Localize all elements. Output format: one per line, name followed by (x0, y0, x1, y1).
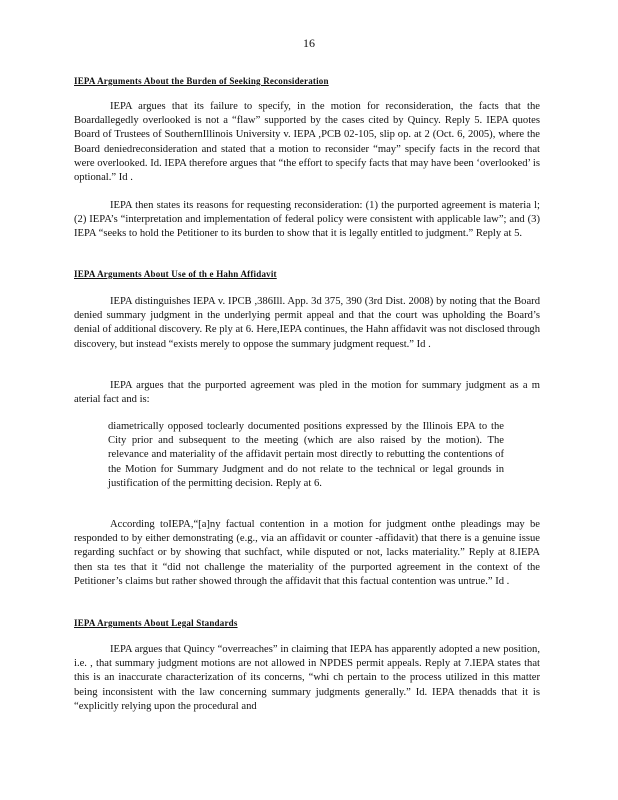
paragraph: IEPA argues that Quincy “overreaches” in claiming that IEPA has apparently adopted a new position, i.e. , that summary judgment motions are not allowed in NPDES permit appeals. Reply at 7.IEPA states that this is an inaccurate characterization of its concerns, “whi ch pertain to the process utilized in this matter being inconsistent with the law concerning summary judgments generally.” Id. IEPA thenadds that it is “explicitly relying upon the procedural and (74, 644, 540, 712)
paragraph: IEPA distinguishes IEPA v. IPCB ,386Ill. App. 3d 375, 390 (3rd Dist. 2008) by noting that the Board denied summary judgment in the underlying permit appeal and that the court was upholding the Board’s denial of additional discovery. Re ply at 6. Here,IEPA continues, the Hahn affidavit was not disclosed through discovery, but instead “exists merely to oppose the summary judgment request.” Id . (74, 296, 540, 350)
section-heading-burden: IEPA Arguments About the Burden of Seeking Reconsideration (74, 76, 329, 86)
paragraph: IEPA argues that the purported agreement was pled in the motion for summary judgment as a m aterial fact and is: (74, 380, 540, 406)
page-number: 16 (303, 36, 315, 50)
section-heading-legal-standards: IEPA Arguments About Legal Standards (74, 618, 238, 628)
section-heading-hahn-affidavit: IEPA Arguments About Use of th e Hahn Affidavit (74, 269, 277, 279)
paragraph: According toIEPA,“[a]ny factual contention in a motion for judgment onthe pleadings may be responded to by either demonstrating (e.g., via an affidavit or counter -affidavit) that there is a genuine issue regarding suchfact or by showing that suchfact, while disputed or not, lacks materiality.” Reply at 8.IEPA then sta tes that it “did not challenge the materiality of the purported agreement in the context of the Petitioner’s claims but rather showed through the affidavit that this factual contention was untrue.” Id . (74, 519, 540, 587)
block-quote: diametrically opposed toclearly documented positions expressed by the Illinois EPA to the City prior and subsequent to the meeting (which are also raised by the motion). The relevance and materiality of the affidavit pertain most directly to rebutting the contentions of the Motion for Summary Judgment and do not relate to the technical or legal grounds in justification of the permitting decision. Reply at 6. (108, 421, 504, 489)
paragraph: IEPA then states its reasons for requesting reconsideration: (1) the purported agreement is materia l; (2) IEPA’s “interpretation and implementation of federal policy were consistent with applicable law”; and (3) IEPA “seeks to hold the Petitioner to its burden to show that it is legally entitled to judgment.” Reply at 5. (74, 200, 540, 240)
paragraph: IEPA argues that its failure to specify, in the motion for reconsideration, the facts that the Boardallegedly overlooked is not a “flaw” supported by the cases cited by Quincy. Reply 5. IEPA quotes Board of Trustees of SouthernIllinois University v. IEPA ,PCB 02-105, slip op. at 2 (Oct. 6, 2005), where the Board deniedreconsideration and stated that a motion to reconsider “may” specify facts in the record that were overlooked. Id. IEPA therefore argues that “the effort to specify facts that may have been ‘overlooked’ is optional.” Id . (74, 101, 540, 184)
